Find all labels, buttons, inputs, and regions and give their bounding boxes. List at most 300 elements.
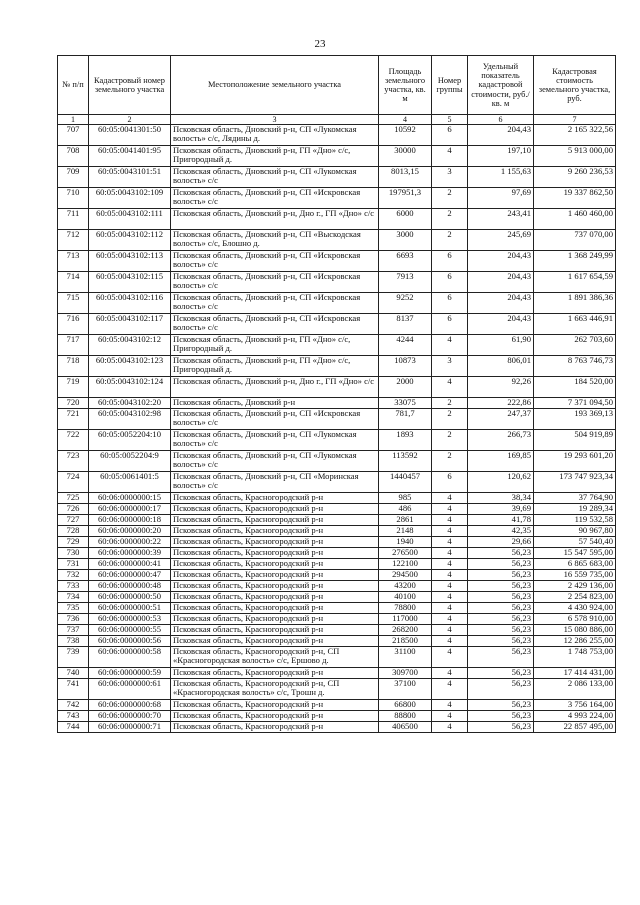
cadastral-value-cell: 90 967,80 <box>534 526 616 537</box>
cadastral-number-cell: 60:05:0052204:9 <box>89 451 171 472</box>
row-index-cell: 730 <box>58 548 89 559</box>
table-row <box>58 125 616 146</box>
row-index-cell: 718 <box>58 356 89 377</box>
cadastral-number-cell: 60:06:0000000:39 <box>89 548 171 559</box>
cadastral-number-cell: 60:06:0000000:71 <box>89 722 171 733</box>
area-cell: 37100 <box>379 679 432 700</box>
unit-value-cell: 204,43 <box>468 314 534 335</box>
group-number-cell: 3 <box>432 356 468 377</box>
column-number: 2 <box>89 115 171 125</box>
cadastral-number-cell: 60:06:0000000:20 <box>89 526 171 537</box>
location-cell: Псковская область, Красногородский р-н <box>171 537 379 548</box>
cadastral-value-cell: 504 919,89 <box>534 430 616 451</box>
cadastral-number-cell: 60:06:0000000:50 <box>89 592 171 603</box>
area-cell: 6693 <box>379 251 432 272</box>
cadastral-value-cell: 262 703,60 <box>534 335 616 356</box>
header-group: Номер группы <box>432 56 468 115</box>
cadastral-value-cell: 12 286 255,00 <box>534 636 616 647</box>
unit-value-cell: 41,78 <box>468 515 534 526</box>
cadastral-value-cell: 3 756 164,00 <box>534 700 616 711</box>
row-index-cell: 726 <box>58 504 89 515</box>
area-cell: 294500 <box>379 570 432 581</box>
group-number-cell: 4 <box>432 625 468 636</box>
area-cell: 7913 <box>379 272 432 293</box>
cadastral-number-cell: 60:06:0000000:61 <box>89 679 171 700</box>
cadastral-value-cell: 37 764,90 <box>534 493 616 504</box>
cadastral-number-cell: 60:05:0043102:111 <box>89 209 171 230</box>
area-cell: 309700 <box>379 668 432 679</box>
table-row <box>58 409 616 430</box>
table-row <box>58 209 616 230</box>
area-cell: 406500 <box>379 722 432 733</box>
unit-value-cell: 56,23 <box>468 625 534 636</box>
unit-value-cell: 56,23 <box>468 636 534 647</box>
cadastral-number-cell: 60:06:0000000:68 <box>89 700 171 711</box>
group-number-cell: 6 <box>432 272 468 293</box>
row-index-cell: 739 <box>58 647 89 668</box>
area-cell: 4244 <box>379 335 432 356</box>
unit-value-cell: 56,23 <box>468 668 534 679</box>
area-cell: 781,7 <box>379 409 432 430</box>
location-cell: Псковская область, Красногородский р-н <box>171 548 379 559</box>
cadastral-value-cell: 16 559 735,00 <box>534 570 616 581</box>
cadastral-value-cell: 4 993 224,00 <box>534 711 616 722</box>
table-row <box>58 625 616 636</box>
location-cell: Псковская область, Красногородский р-н, СП «Красногородская волость» с/с, Ершово д. <box>171 647 379 668</box>
area-cell: 40100 <box>379 592 432 603</box>
table-row <box>58 515 616 526</box>
group-number-cell: 2 <box>432 409 468 430</box>
location-cell: Псковская область, Дновский р-н, СП «Искровская волость» с/с <box>171 293 379 314</box>
cadastral-value-cell: 2 086 133,00 <box>534 679 616 700</box>
table-row <box>58 293 616 314</box>
row-index-cell: 740 <box>58 668 89 679</box>
location-cell: Псковская область, Дновский р-н, ГП «Дно» с/с, Пригородный д. <box>171 335 379 356</box>
cadastral-value-cell: 8 763 746,73 <box>534 356 616 377</box>
group-number-cell: 4 <box>432 647 468 668</box>
table-row <box>58 647 616 668</box>
header-unit-value: Удельный показатель кадастровой стоимости, руб./кв. м <box>468 56 534 115</box>
cadastral-value-cell: 9 260 236,53 <box>534 167 616 188</box>
row-index-cell: 721 <box>58 409 89 430</box>
row-index-cell: 737 <box>58 625 89 636</box>
table-row <box>58 167 616 188</box>
area-cell: 8013,15 <box>379 167 432 188</box>
area-cell: 2000 <box>379 377 432 398</box>
cadastral-value-cell: 1 368 249,99 <box>534 251 616 272</box>
unit-value-cell: 56,23 <box>468 722 534 733</box>
row-index-cell: 719 <box>58 377 89 398</box>
header-cadastral-number: Кадастровый номер земельного участка <box>89 56 171 115</box>
cadastral-number-cell: 60:06:0000000:15 <box>89 493 171 504</box>
location-cell: Псковская область, Красногородский р-н <box>171 515 379 526</box>
location-cell: Псковская область, Красногородский р-н <box>171 592 379 603</box>
cadastral-number-cell: 60:05:0041301:50 <box>89 125 171 146</box>
group-number-cell: 4 <box>432 377 468 398</box>
cadastral-number-cell: 60:06:0000000:41 <box>89 559 171 570</box>
column-number: 4 <box>379 115 432 125</box>
table-row <box>58 451 616 472</box>
area-cell: 3000 <box>379 230 432 251</box>
group-number-cell: 6 <box>432 293 468 314</box>
cadastral-number-cell: 60:05:0052204:10 <box>89 430 171 451</box>
cadastral-number-cell: 60:05:0043102:109 <box>89 188 171 209</box>
unit-value-cell: 56,23 <box>468 700 534 711</box>
location-cell: Псковская область, Дновский р-н, СП «Искровская волость» с/с <box>171 409 379 430</box>
table-row <box>58 711 616 722</box>
location-cell: Псковская область, Красногородский р-н <box>171 504 379 515</box>
row-index-cell: 733 <box>58 581 89 592</box>
group-number-cell: 4 <box>432 526 468 537</box>
cadastral-number-cell: 60:06:0000000:22 <box>89 537 171 548</box>
unit-value-cell: 56,23 <box>468 592 534 603</box>
group-number-cell: 4 <box>432 493 468 504</box>
area-cell: 78800 <box>379 603 432 614</box>
cadastral-number-cell: 60:06:0000000:55 <box>89 625 171 636</box>
group-number-cell: 6 <box>432 314 468 335</box>
area-cell: 197951,3 <box>379 188 432 209</box>
row-index-cell: 715 <box>58 293 89 314</box>
location-cell: Псковская область, Дновский р-н, Дно г., ГП «Дно» с/с <box>171 377 379 398</box>
cadastral-number-cell: 60:05:0041401:95 <box>89 146 171 167</box>
row-index-cell: 743 <box>58 711 89 722</box>
location-cell: Псковская область, Красногородский р-н, СП «Красногородская волость» с/с, Трошн д. <box>171 679 379 700</box>
cadastral-value-cell: 6 865 683,00 <box>534 559 616 570</box>
group-number-cell: 6 <box>432 125 468 146</box>
group-number-cell: 4 <box>432 668 468 679</box>
area-cell: 1440457 <box>379 472 432 493</box>
cadastral-value-cell: 1 891 386,36 <box>534 293 616 314</box>
group-number-cell: 4 <box>432 335 468 356</box>
cadastral-value-cell: 1 663 446,91 <box>534 314 616 335</box>
unit-value-cell: 204,43 <box>468 272 534 293</box>
group-number-cell: 4 <box>432 504 468 515</box>
table-row <box>58 548 616 559</box>
unit-value-cell: 1 155,63 <box>468 167 534 188</box>
table-row <box>58 272 616 293</box>
group-number-cell: 6 <box>432 251 468 272</box>
area-cell: 1940 <box>379 537 432 548</box>
area-cell: 30000 <box>379 146 432 167</box>
table-row <box>58 603 616 614</box>
cadastral-value-cell: 19 337 862,50 <box>534 188 616 209</box>
table-header-row <box>58 56 616 115</box>
area-cell: 31100 <box>379 647 432 668</box>
location-cell: Псковская область, Красногородский р-н <box>171 603 379 614</box>
location-cell: Псковская область, Красногородский р-н <box>171 526 379 537</box>
row-index-cell: 714 <box>58 272 89 293</box>
area-cell: 33075 <box>379 398 432 409</box>
table-row <box>58 581 616 592</box>
group-number-cell: 4 <box>432 603 468 614</box>
unit-value-cell: 61,90 <box>468 335 534 356</box>
cadastral-number-cell: 60:05:0043102:124 <box>89 377 171 398</box>
cadastral-value-cell: 2 165 322,56 <box>534 125 616 146</box>
area-cell: 6000 <box>379 209 432 230</box>
row-index-cell: 722 <box>58 430 89 451</box>
cadastral-value-cell: 57 540,40 <box>534 537 616 548</box>
cadastral-number-cell: 60:05:0043102:112 <box>89 230 171 251</box>
row-index-cell: 736 <box>58 614 89 625</box>
group-number-cell: 4 <box>432 146 468 167</box>
row-index-cell: 735 <box>58 603 89 614</box>
unit-value-cell: 56,23 <box>468 614 534 625</box>
row-index-cell: 727 <box>58 515 89 526</box>
unit-value-cell: 56,23 <box>468 711 534 722</box>
group-number-cell: 4 <box>432 581 468 592</box>
unit-value-cell: 247,37 <box>468 409 534 430</box>
table-row <box>58 559 616 570</box>
row-index-cell: 710 <box>58 188 89 209</box>
cadastral-value-cell: 22 857 495,00 <box>534 722 616 733</box>
unit-value-cell: 266,73 <box>468 430 534 451</box>
table-row <box>58 537 616 548</box>
location-cell: Псковская область, Дновский р-н, СП «Лукомская волость» с/с <box>171 451 379 472</box>
cadastral-number-cell: 60:05:0043101:51 <box>89 167 171 188</box>
table-row <box>58 504 616 515</box>
cadastral-number-cell: 60:05:0061401:5 <box>89 472 171 493</box>
location-cell: Псковская область, Дновский р-н, СП «Искровская волость» с/с <box>171 188 379 209</box>
cadastral-value-cell: 119 532,58 <box>534 515 616 526</box>
unit-value-cell: 806,01 <box>468 356 534 377</box>
cadastral-number-cell: 60:06:0000000:48 <box>89 581 171 592</box>
location-cell: Псковская область, Дновский р-н, СП «Лукомская волость» с/с <box>171 430 379 451</box>
location-cell: Псковская область, Дновский р-н, СП «Искровская волость» с/с <box>171 251 379 272</box>
row-index-cell: 720 <box>58 398 89 409</box>
row-index-cell: 742 <box>58 700 89 711</box>
row-index-cell: 717 <box>58 335 89 356</box>
table-row <box>58 636 616 647</box>
cadastral-value-cell: 2 429 136,00 <box>534 581 616 592</box>
group-number-cell: 4 <box>432 559 468 570</box>
cadastral-value-cell: 4 430 924,00 <box>534 603 616 614</box>
row-index-cell: 741 <box>58 679 89 700</box>
unit-value-cell: 56,23 <box>468 647 534 668</box>
area-cell: 113592 <box>379 451 432 472</box>
table-row <box>58 356 616 377</box>
unit-value-cell: 38,34 <box>468 493 534 504</box>
table-row <box>58 377 616 398</box>
cadastral-number-cell: 60:06:0000000:59 <box>89 668 171 679</box>
cadastral-value-cell: 1 460 460,00 <box>534 209 616 230</box>
row-index-cell: 731 <box>58 559 89 570</box>
unit-value-cell: 56,23 <box>468 548 534 559</box>
table-row <box>58 230 616 251</box>
group-number-cell: 4 <box>432 614 468 625</box>
area-cell: 66800 <box>379 700 432 711</box>
unit-value-cell: 42,35 <box>468 526 534 537</box>
location-cell: Псковская область, Дновский р-н, СП «Лукомская волость» с/с <box>171 167 379 188</box>
cadastral-value-cell: 6 578 910,00 <box>534 614 616 625</box>
cadastral-value-cell: 193 369,13 <box>534 409 616 430</box>
group-number-cell: 3 <box>432 167 468 188</box>
area-cell: 2861 <box>379 515 432 526</box>
cadastral-value-cell: 15 547 595,00 <box>534 548 616 559</box>
column-number-row <box>58 115 616 125</box>
table-row <box>58 188 616 209</box>
cadastral-number-cell: 60:05:0043102:116 <box>89 293 171 314</box>
row-index-cell: 713 <box>58 251 89 272</box>
column-number: 6 <box>468 115 534 125</box>
table-row <box>58 668 616 679</box>
unit-value-cell: 92,26 <box>468 377 534 398</box>
cadastral-value-cell: 15 080 886,00 <box>534 625 616 636</box>
cadastral-value-cell: 1 748 753,00 <box>534 647 616 668</box>
cadastral-value-cell: 19 293 601,20 <box>534 451 616 472</box>
row-index-cell: 724 <box>58 472 89 493</box>
table-body <box>58 125 616 733</box>
table-row <box>58 314 616 335</box>
area-cell: 117000 <box>379 614 432 625</box>
column-number: 7 <box>534 115 616 125</box>
location-cell: Псковская область, Красногородский р-н <box>171 570 379 581</box>
row-index-cell: 729 <box>58 537 89 548</box>
column-number: 5 <box>432 115 468 125</box>
unit-value-cell: 204,43 <box>468 125 534 146</box>
area-cell: 985 <box>379 493 432 504</box>
area-cell: 43200 <box>379 581 432 592</box>
unit-value-cell: 56,23 <box>468 559 534 570</box>
cadastral-number-cell: 60:05:0043102:115 <box>89 272 171 293</box>
row-index-cell: 712 <box>58 230 89 251</box>
location-cell: Псковская область, Красногородский р-н <box>171 493 379 504</box>
unit-value-cell: 120,62 <box>468 472 534 493</box>
row-index-cell: 716 <box>58 314 89 335</box>
location-cell: Псковская область, Дновский р-н, СП «Искровская волость» с/с <box>171 314 379 335</box>
group-number-cell: 4 <box>432 636 468 647</box>
area-cell: 9252 <box>379 293 432 314</box>
cadastral-number-cell: 60:06:0000000:53 <box>89 614 171 625</box>
location-cell: Псковская область, Красногородский р-н <box>171 668 379 679</box>
table-row <box>58 251 616 272</box>
cadastral-value-cell: 184 520,00 <box>534 377 616 398</box>
unit-value-cell: 39,69 <box>468 504 534 515</box>
cadastral-value-cell: 19 289,34 <box>534 504 616 515</box>
area-cell: 88800 <box>379 711 432 722</box>
group-number-cell: 2 <box>432 209 468 230</box>
group-number-cell: 4 <box>432 548 468 559</box>
unit-value-cell: 29,66 <box>468 537 534 548</box>
header-area: Площадь земельного участка, кв. м <box>379 56 432 115</box>
location-cell: Псковская область, Красногородский р-н <box>171 700 379 711</box>
unit-value-cell: 222,86 <box>468 398 534 409</box>
cadastral-value-table <box>57 55 616 733</box>
row-index-cell: 732 <box>58 570 89 581</box>
cadastral-value-cell: 737 070,00 <box>534 230 616 251</box>
group-number-cell: 4 <box>432 515 468 526</box>
location-cell: Псковская область, Дновский р-н, ГП «Дно» с/с, Пригородный д. <box>171 356 379 377</box>
column-number: 1 <box>58 115 89 125</box>
row-index-cell: 723 <box>58 451 89 472</box>
cadastral-number-cell: 60:06:0000000:17 <box>89 504 171 515</box>
table-row <box>58 679 616 700</box>
unit-value-cell: 56,23 <box>468 679 534 700</box>
location-cell: Псковская область, Дновский р-н <box>171 398 379 409</box>
area-cell: 1893 <box>379 430 432 451</box>
cadastral-number-cell: 60:06:0000000:51 <box>89 603 171 614</box>
row-index-cell: 711 <box>58 209 89 230</box>
page-number: 23 <box>314 38 326 50</box>
cadastral-number-cell: 60:06:0000000:47 <box>89 570 171 581</box>
location-cell: Псковская область, Дновский р-н, ГП «Дно» с/с, Пригородный д. <box>171 146 379 167</box>
table-row <box>58 722 616 733</box>
row-index-cell: 744 <box>58 722 89 733</box>
table-row <box>58 398 616 409</box>
cadastral-number-cell: 60:05:0043102:98 <box>89 409 171 430</box>
area-cell: 218500 <box>379 636 432 647</box>
header-cadastral-value: Кадастровая стоимость земельного участка, руб. <box>534 56 616 115</box>
location-cell: Псковская область, Красногородский р-н <box>171 636 379 647</box>
row-index-cell: 725 <box>58 493 89 504</box>
row-index-cell: 738 <box>58 636 89 647</box>
cadastral-value-cell: 7 371 094,50 <box>534 398 616 409</box>
unit-value-cell: 204,43 <box>468 251 534 272</box>
group-number-cell: 4 <box>432 700 468 711</box>
header-location: Местоположение земельного участка <box>171 56 379 115</box>
location-cell: Псковская область, Красногородский р-н <box>171 581 379 592</box>
cadastral-value-cell: 2 254 823,00 <box>534 592 616 603</box>
table-row <box>58 570 616 581</box>
location-cell: Псковская область, Красногородский р-н <box>171 625 379 636</box>
row-index-cell: 728 <box>58 526 89 537</box>
group-number-cell: 4 <box>432 592 468 603</box>
unit-value-cell: 56,23 <box>468 603 534 614</box>
area-cell: 10592 <box>379 125 432 146</box>
location-cell: Псковская область, Дновский р-н, СП «Моринская волость» с/с <box>171 472 379 493</box>
cadastral-value-cell: 5 913 000,00 <box>534 146 616 167</box>
unit-value-cell: 97,69 <box>468 188 534 209</box>
table-row <box>58 614 616 625</box>
unit-value-cell: 169,85 <box>468 451 534 472</box>
group-number-cell: 6 <box>432 472 468 493</box>
cadastral-value-cell: 173 747 923,34 <box>534 472 616 493</box>
area-cell: 2148 <box>379 526 432 537</box>
group-number-cell: 2 <box>432 451 468 472</box>
location-cell: Псковская область, Красногородский р-н <box>171 614 379 625</box>
table-row <box>58 430 616 451</box>
column-number: 3 <box>171 115 379 125</box>
table-row <box>58 335 616 356</box>
group-number-cell: 4 <box>432 537 468 548</box>
location-cell: Псковская область, Дновский р-н, Дно г., ГП «Дно» с/с <box>171 209 379 230</box>
area-cell: 8137 <box>379 314 432 335</box>
cadastral-number-cell: 60:06:0000000:18 <box>89 515 171 526</box>
area-cell: 276500 <box>379 548 432 559</box>
cadastral-value-cell: 17 414 431,00 <box>534 668 616 679</box>
unit-value-cell: 245,69 <box>468 230 534 251</box>
cadastral-number-cell: 60:06:0000000:56 <box>89 636 171 647</box>
group-number-cell: 4 <box>432 722 468 733</box>
table-row <box>58 526 616 537</box>
group-number-cell: 2 <box>432 188 468 209</box>
cadastral-value-cell: 1 617 654,59 <box>534 272 616 293</box>
location-cell: Псковская область, Красногородский р-н <box>171 722 379 733</box>
cadastral-number-cell: 60:05:0043102:12 <box>89 335 171 356</box>
unit-value-cell: 56,23 <box>468 570 534 581</box>
location-cell: Псковская область, Красногородский р-н <box>171 711 379 722</box>
group-number-cell: 4 <box>432 679 468 700</box>
cadastral-number-cell: 60:06:0000000:58 <box>89 647 171 668</box>
group-number-cell: 4 <box>432 570 468 581</box>
area-cell: 122100 <box>379 559 432 570</box>
location-cell: Псковская область, Дновский р-н, СП «Выскодская волость» с/с, Блошно д. <box>171 230 379 251</box>
location-cell: Псковская область, Красногородский р-н <box>171 559 379 570</box>
area-cell: 486 <box>379 504 432 515</box>
header-index: № п/п <box>58 56 89 115</box>
group-number-cell: 2 <box>432 398 468 409</box>
group-number-cell: 2 <box>432 430 468 451</box>
unit-value-cell: 56,23 <box>468 581 534 592</box>
